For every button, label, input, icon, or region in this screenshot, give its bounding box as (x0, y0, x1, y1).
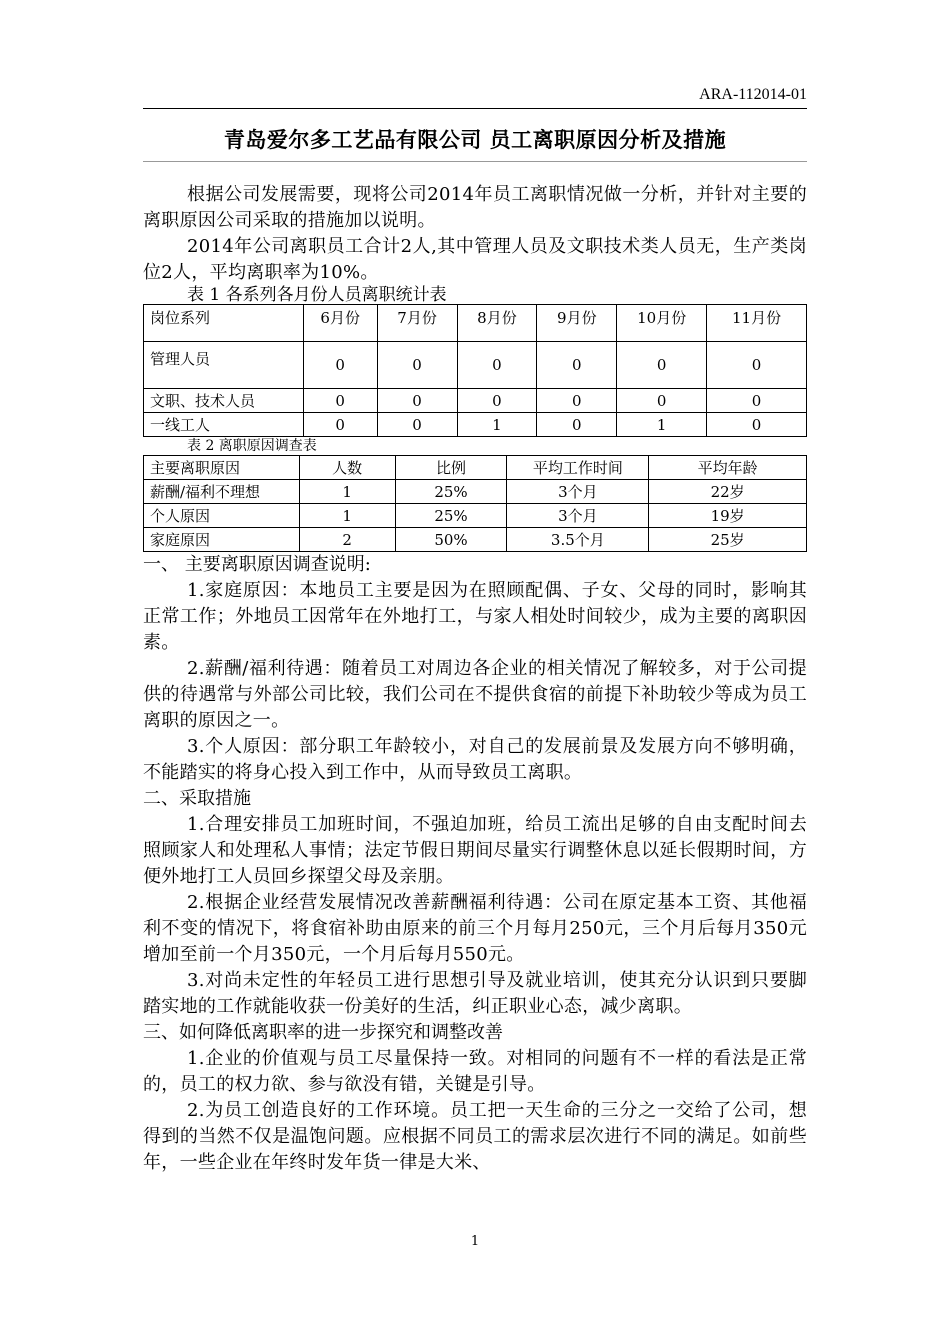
table1-cell: 0 (303, 413, 377, 437)
table2-header-cell: 平均工作时间 (507, 456, 649, 480)
table2-cell: 3.5个月 (507, 528, 649, 552)
table1-header-cell: 9月份 (537, 305, 617, 342)
table-row (144, 480, 807, 504)
table1-cell: 0 (707, 413, 807, 437)
section2-item-1: 1.合理安排员工加班时间，不强迫加班，给员工流出足够的自由支配时间去照顾家人和处理私人事情；法定节假日期间尽量实行调整休息以延长假期时间，方便外地打工人员回乡探望父母及亲朋。 (143, 814, 807, 887)
table2-cell: 19岁 (649, 504, 807, 528)
table1-cell: 0 (537, 342, 617, 389)
table2-caption: 表 2 离职原因调查表 (187, 438, 317, 454)
table1-cell: 0 (303, 389, 377, 413)
table2-cell: 3个月 (507, 480, 649, 504)
table2-cell: 1 (299, 504, 395, 528)
table1-cell: 0 (707, 389, 807, 413)
intro-paragraph-1: 根据公司发展需要，现将公司2014年员工离职情况做一分析，并针对主要的离职原因公司采取的措施加以说明。 (143, 184, 807, 231)
table2-cell: 50% (395, 528, 507, 552)
table1-cell: 1 (617, 413, 707, 437)
table1-header-cell: 岗位系列 (144, 305, 304, 342)
section1-heading: 一、 主要离职原因调查说明: (143, 554, 371, 575)
table-row (144, 413, 807, 437)
table2-header-row (144, 456, 807, 480)
table1-cell: 0 (617, 342, 707, 389)
table-row (144, 342, 807, 389)
section1-item-2: 2.薪酬/福利待遇：随着员工对周边各企业的相关情况了解较多，对于公司提供的待遇常与外部公司比较，我们公司在不提供食宿的前提下补助较少等成为员工离职的原因之一。 (143, 658, 807, 731)
table1-cell: 0 (537, 389, 617, 413)
title-rule (143, 161, 807, 162)
table2-cell: 25% (395, 480, 507, 504)
table2-header-cell: 主要离职原因 (144, 456, 300, 480)
section2-item-3: 3.对尚未定性的年轻员工进行思想引导及就业培训，使其充分认识到只要脚踏实地的工作就能收获一份美好的生活，纠正职业心态，减少离职。 (143, 970, 807, 1017)
page-title: 青岛爱尔多工艺品有限公司 员工离职原因分析及措施 (223, 127, 727, 152)
table2-row-label: 薪酬/福利不理想 (144, 480, 300, 504)
table1-cell: 0 (617, 389, 707, 413)
table1-cell: 1 (457, 413, 537, 437)
table2-cell: 2 (299, 528, 395, 552)
table1-header-row (144, 305, 807, 342)
header-rule (143, 108, 807, 109)
table2-cell: 22岁 (649, 480, 807, 504)
table1-header-cell: 6月份 (303, 305, 377, 342)
section3-item-2: 2.为员工创造良好的工作环境。员工把一天生命的三分之一交给了公司，想得到的当然不仅是温饱问题。应根据不同员工的需求层次进行不同的满足。如前些年，一些企业在年终时发年货一律是大米、 (143, 1100, 807, 1173)
section3-heading: 三、如何降低离职率的进一步探究和调整改善 (143, 1022, 503, 1043)
document-body (143, 182, 807, 1176)
section1-item-1: 1.家庭原因：本地员工主要是因为在照顾配偶、子女、父母的同时，影响其正常工作；外地员工因常年在外地打工，与家人相处时间较少，成为主要的离职因素。 (143, 580, 807, 653)
table1-header-cell: 7月份 (377, 305, 457, 342)
table1-cell: 0 (707, 342, 807, 389)
section2-item-2: 2.根据企业经营发展情况改善薪酬福利待遇：公司在原定基本工资、其他福利不变的情况下，将食宿补助由原来的前三个月每月250元，三个月后每月350元增加至前一个月350元，一个月后每月550元。 (143, 892, 807, 965)
table1-row-label: 管理人员 (144, 342, 304, 389)
table1-caption: 表 1 各系列各月份人员离职统计表 (187, 285, 447, 305)
table1-row-label: 文职、技术人员 (144, 389, 304, 413)
table1-header-cell: 10月份 (617, 305, 707, 342)
table2-header-cell: 人数 (299, 456, 395, 480)
table1-cell: 0 (303, 342, 377, 389)
table1-header-cell: 11月份 (707, 305, 807, 342)
intro-paragraph-2: 2014年公司离职员工合计2人,其中管理人员及文职技术类人员无，生产类岗位2人，平均离职率为10%。 (143, 236, 807, 283)
table1-cell: 0 (457, 342, 537, 389)
table2-row-label: 家庭原因 (144, 528, 300, 552)
section1-item-3: 3.个人原因：部分职工年龄较小，对自己的发展前景及发展方向不够明确，不能踏实的将身心投入到工作中，从而导致员工离职。 (143, 736, 807, 783)
table1-cell: 0 (457, 389, 537, 413)
table-row (144, 528, 807, 552)
table-row (144, 389, 807, 413)
table2-cell: 25% (395, 504, 507, 528)
table1-cell: 0 (377, 413, 457, 437)
table2-header-cell: 平均年龄 (649, 456, 807, 480)
table1-row-label: 一线工人 (144, 413, 304, 437)
table2-header-cell: 比例 (395, 456, 507, 480)
departure-reasons-table (143, 455, 807, 552)
section2-heading: 二、采取措施 (143, 788, 251, 809)
table-row (144, 504, 807, 528)
departure-stats-table (143, 304, 807, 437)
document-code: ARA-112014-01 (699, 86, 807, 103)
table2-cell: 3个月 (507, 504, 649, 528)
table1-header-cell: 8月份 (457, 305, 537, 342)
section3-item-1: 1.企业的价值观与员工尽量保持一致。对相同的问题有不一样的看法是正常的，员工的权力欲、参与欲没有错，关键是引导。 (143, 1048, 807, 1095)
table1-cell: 0 (377, 389, 457, 413)
table1-cell: 0 (377, 342, 457, 389)
table2-row-label: 个人原因 (144, 504, 300, 528)
table1-cell: 0 (537, 413, 617, 437)
table2-cell: 25岁 (649, 528, 807, 552)
page-number: 1 (470, 1234, 480, 1249)
table2-cell: 1 (299, 480, 395, 504)
